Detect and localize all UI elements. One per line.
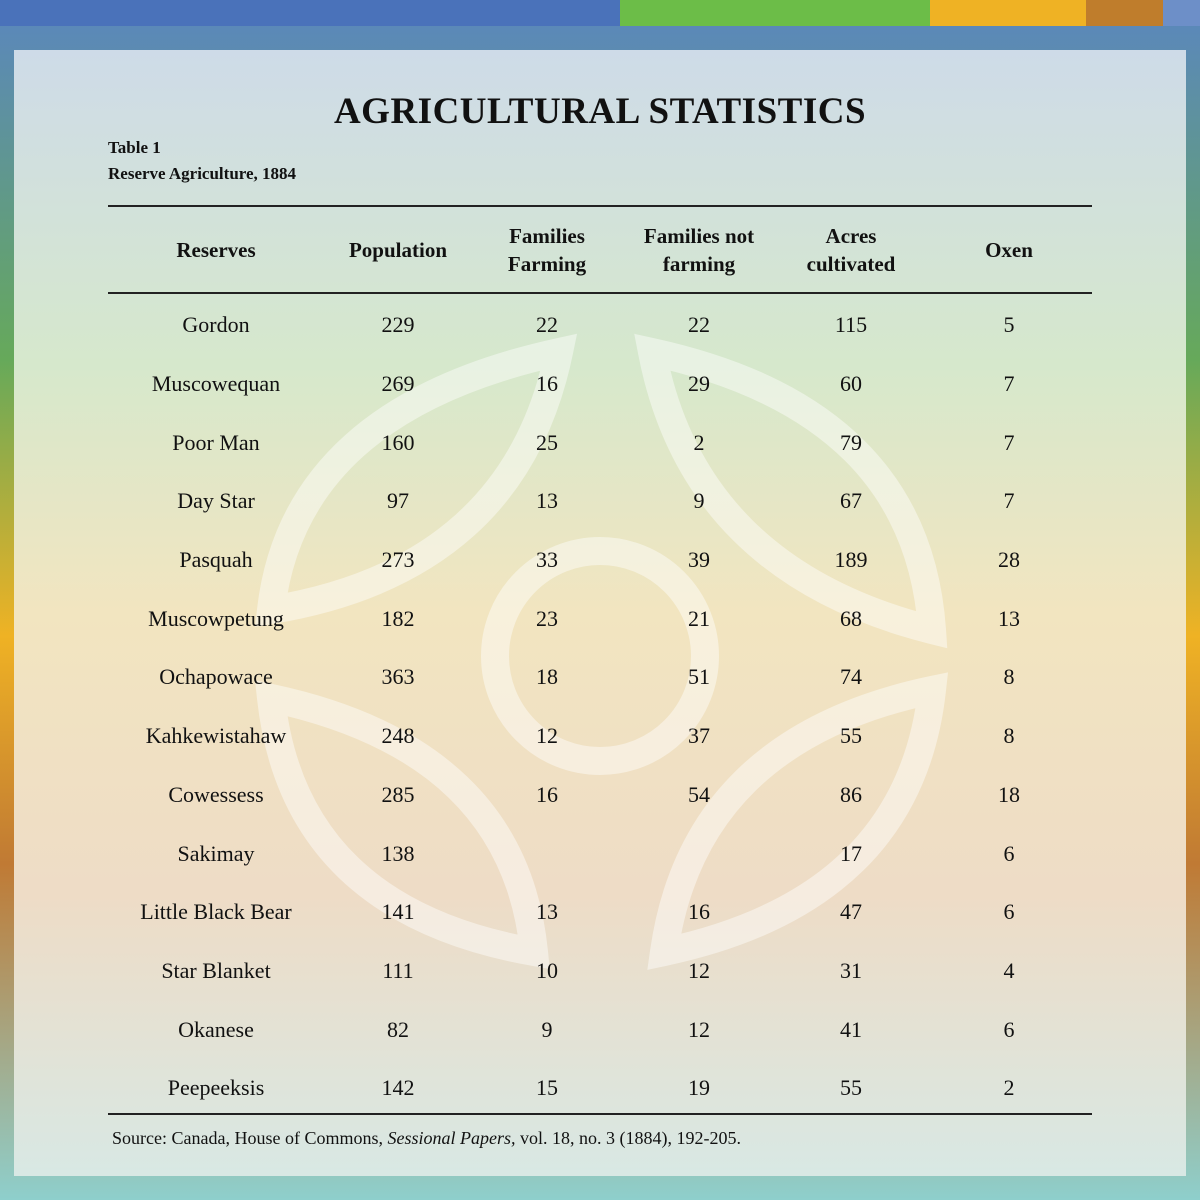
cell-oxen: 6 xyxy=(1003,840,1015,866)
cell-oxen: 18 xyxy=(998,781,1020,807)
table-caption: Reserve Agriculture, 1884 xyxy=(108,164,297,183)
cell-families-not-farming: 19 xyxy=(688,1075,710,1101)
cell-acres: 55 xyxy=(840,1075,862,1101)
cell-families-not-farming: 21 xyxy=(688,605,710,631)
cell-acres: 189 xyxy=(834,547,868,573)
cell-families-not-farming: 9 xyxy=(693,488,705,514)
source-prefix: Source: Canada, House of Commons, xyxy=(112,1128,388,1148)
cell-oxen: 4 xyxy=(1003,957,1015,983)
table-top-rule xyxy=(108,205,1092,207)
cell-oxen: 28 xyxy=(998,547,1020,573)
cell-oxen: 7 xyxy=(1003,429,1015,455)
color-bar-green xyxy=(620,0,930,26)
cell-reserve: Muscowpetung xyxy=(148,605,284,631)
table-row xyxy=(108,1000,1092,1059)
cell-reserve: Poor Man xyxy=(172,429,260,455)
cell-families-not-farming: 12 xyxy=(688,1016,710,1042)
table-row xyxy=(108,766,1092,825)
cell-population: 182 xyxy=(381,605,415,631)
cell-families-farming: 25 xyxy=(536,429,558,455)
cell-families-not-farming: 39 xyxy=(688,547,710,573)
table-row xyxy=(108,942,1092,1001)
cell-reserve: Little Black Bear xyxy=(140,899,292,925)
cell-families-not-farming: 22 xyxy=(688,312,710,338)
cell-population: 285 xyxy=(381,781,415,807)
cell-population: 273 xyxy=(381,547,415,573)
cell-acres: 55 xyxy=(840,723,862,749)
source-citation xyxy=(112,1128,741,1149)
cell-population: 160 xyxy=(381,429,415,455)
table-number: Table 1 xyxy=(108,138,161,157)
color-bar-brown xyxy=(1086,0,1163,26)
cell-families-farming: 12 xyxy=(536,723,558,749)
color-bar-light xyxy=(1163,0,1200,26)
cell-families-not-farming: 54 xyxy=(688,781,710,807)
cell-acres: 68 xyxy=(840,605,862,631)
cell-population: 82 xyxy=(387,1016,409,1042)
cell-reserve: Ochapowace xyxy=(159,664,273,690)
cell-families-farming: 18 xyxy=(536,664,558,690)
table-row xyxy=(108,292,1092,355)
cell-families-not-farming: 16 xyxy=(688,899,710,925)
table-row xyxy=(108,472,1092,531)
color-bar-yellow xyxy=(930,0,1086,26)
table-row xyxy=(108,413,1092,472)
cell-families-farming: 9 xyxy=(541,1016,553,1042)
header-reserves: Reserves xyxy=(176,238,256,262)
cell-families-not-farming: 37 xyxy=(688,723,710,749)
cell-families-farming xyxy=(472,824,622,883)
cell-acres: 41 xyxy=(840,1016,862,1042)
table-row xyxy=(108,824,1092,883)
cell-oxen: 8 xyxy=(1003,723,1015,749)
cell-population: 138 xyxy=(381,840,415,866)
header-families-farming: Families Farming xyxy=(507,224,587,276)
cell-population: 97 xyxy=(387,488,409,514)
cell-population: 141 xyxy=(381,899,415,925)
table-row xyxy=(108,531,1092,590)
cell-reserve: Peepeeksis xyxy=(167,1075,265,1101)
cell-reserve: Muscowequan xyxy=(151,371,281,397)
table-row xyxy=(108,355,1092,414)
table-row xyxy=(108,1059,1092,1118)
table-row xyxy=(108,589,1092,648)
cell-oxen: 6 xyxy=(1003,899,1015,925)
cell-oxen: 6 xyxy=(1003,1016,1015,1042)
page-title: AGRICULTURAL STATISTICS xyxy=(333,91,867,132)
cell-population: 111 xyxy=(382,957,414,983)
header-oxen: Oxen xyxy=(985,238,1033,262)
cell-families-farming: 13 xyxy=(536,899,558,925)
cell-families-not-farming: 29 xyxy=(688,371,710,397)
cell-population: 269 xyxy=(381,371,415,397)
cell-families-not-farming: 2 xyxy=(693,429,705,455)
cell-reserve: Day Star xyxy=(177,488,255,514)
cell-oxen: 7 xyxy=(1003,488,1015,514)
cell-acres: 74 xyxy=(840,664,862,690)
cell-reserve: Gordon xyxy=(182,312,250,338)
cell-oxen: 5 xyxy=(1003,312,1015,338)
cell-oxen: 2 xyxy=(1003,1075,1015,1101)
cell-families-farming: 10 xyxy=(536,957,558,983)
cell-population: 229 xyxy=(381,312,415,338)
table-row xyxy=(108,883,1092,942)
cell-oxen: 13 xyxy=(998,605,1020,631)
cell-families-farming: 23 xyxy=(536,605,558,631)
header-families-not-farming: Families not farming xyxy=(643,224,755,276)
cell-families-farming: 16 xyxy=(536,781,558,807)
cell-families-farming: 13 xyxy=(536,488,558,514)
source-publication: Sessional Papers, xyxy=(387,1128,516,1148)
cell-acres: 86 xyxy=(840,781,862,807)
color-bar xyxy=(0,0,1200,26)
agriculture-table xyxy=(108,208,1092,1118)
cell-acres: 115 xyxy=(834,312,868,338)
cell-reserve: Sakimay xyxy=(177,840,255,866)
cell-families-farming: 16 xyxy=(536,371,558,397)
cell-oxen: 8 xyxy=(1003,664,1015,690)
cell-acres: 79 xyxy=(840,429,862,455)
cell-acres: 47 xyxy=(840,899,862,925)
cell-population: 248 xyxy=(381,723,415,749)
cell-reserve: Pasquah xyxy=(179,547,253,573)
cell-oxen: 7 xyxy=(1003,371,1015,397)
cell-reserve: Star Blanket xyxy=(161,957,271,983)
cell-acres: 60 xyxy=(840,371,862,397)
cell-families-farming: 22 xyxy=(536,312,558,338)
cell-families-farming: 15 xyxy=(536,1075,558,1101)
cell-reserve: Kahkewistahaw xyxy=(145,723,287,749)
cell-families-farming: 33 xyxy=(536,547,558,573)
header-acres-cultivated: Acres cultivated xyxy=(806,224,896,276)
cell-population: 363 xyxy=(381,664,415,690)
cell-acres: 67 xyxy=(840,488,862,514)
color-bar-blue xyxy=(0,0,620,26)
cell-acres: 31 xyxy=(840,957,862,983)
table-row xyxy=(108,707,1092,766)
cell-families-not-farming xyxy=(622,824,776,883)
cell-reserve: Okanese xyxy=(178,1016,254,1042)
table-row xyxy=(108,648,1092,707)
cell-families-not-farming: 51 xyxy=(688,664,710,690)
table-header-row xyxy=(108,208,1092,292)
cell-acres: 17 xyxy=(840,840,862,866)
cell-population: 142 xyxy=(381,1075,415,1101)
cell-families-not-farming: 12 xyxy=(688,957,710,983)
header-population: Population xyxy=(348,238,448,262)
cell-reserve: Cowessess xyxy=(168,781,264,807)
source-suffix: vol. 18, no. 3 (1884), 192-205. xyxy=(515,1128,741,1148)
document-panel xyxy=(14,50,1186,1176)
